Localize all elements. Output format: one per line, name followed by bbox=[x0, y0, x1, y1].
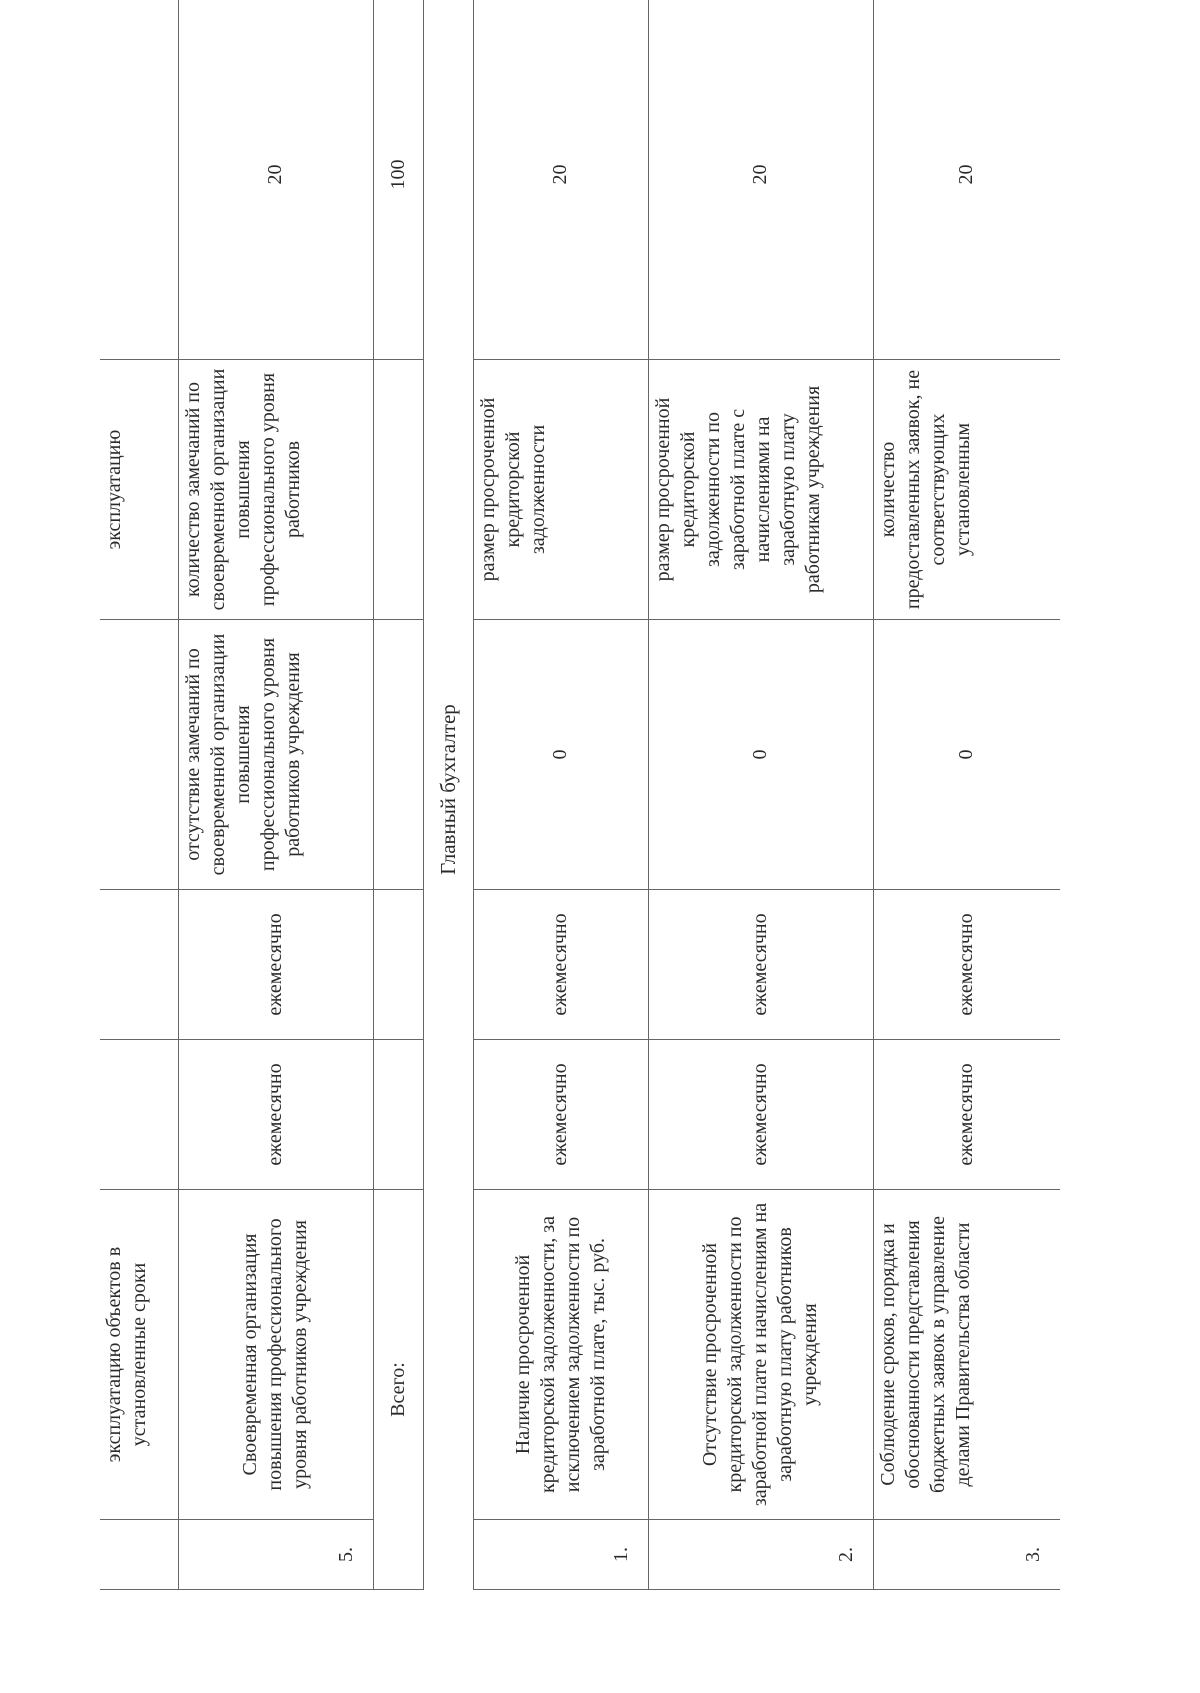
period1-cell: ежемесячно bbox=[873, 1040, 1060, 1190]
target-cell: 0 bbox=[473, 620, 648, 890]
section-title: Главный бухгалтер bbox=[423, 0, 473, 1590]
section-row bbox=[423, 0, 473, 1590]
criterion-cell: Своевременная организация повышения профессионального уровня работников учреждения bbox=[178, 1190, 373, 1520]
table-row-3 bbox=[873, 0, 1060, 1590]
total-empty-3 bbox=[373, 620, 423, 890]
criterion-cell: Соблюдение сроков, порядка и обоснованности представления бюджетных заявок в управление делами Правительства области bbox=[873, 1190, 1060, 1520]
total-empty-2 bbox=[373, 890, 423, 1040]
row-number: 3. bbox=[873, 1520, 1060, 1590]
continuation-row bbox=[100, 0, 178, 1590]
criteria-table bbox=[100, 0, 1060, 1590]
indicator-cell: размер просроченной кредиторской задолженности bbox=[473, 360, 648, 620]
period1-cell: ежемесячно bbox=[473, 1040, 648, 1190]
indicator-cell: количество предоставленных заявок, не соответствующих установленным bbox=[873, 360, 1060, 620]
indicator-cell: размер просроченной кредиторской задолженности по заработной плате с начислениями на заработную плату работникам учреждения bbox=[648, 360, 873, 620]
continuation-indicator: эксплуатацию bbox=[100, 360, 178, 620]
table-row-2 bbox=[648, 0, 873, 1590]
total-empty-4 bbox=[373, 360, 423, 620]
continuation-score-cell bbox=[100, 0, 178, 360]
period2-cell: ежемесячно bbox=[473, 890, 648, 1040]
row-number: 1. bbox=[473, 1520, 648, 1590]
target-cell: отсутствие замечаний по своевременной организации повышения профессионального уровня работников учреждения bbox=[178, 620, 373, 890]
score-cell: 20 bbox=[873, 0, 1060, 360]
score-cell: 20 bbox=[178, 0, 373, 360]
criterion-cell: Отсутствие просроченной кредиторской задолженности по заработной плате и начислениям на заработную плату работников учреждения bbox=[648, 1190, 873, 1520]
continuation-num-cell bbox=[100, 1520, 178, 1590]
period2-cell: ежемесячно bbox=[178, 890, 373, 1040]
period2-cell: ежемесячно bbox=[648, 890, 873, 1040]
continuation-period1-cell bbox=[100, 1040, 178, 1190]
period2-cell: ежемесячно bbox=[873, 890, 1060, 1040]
continuation-target-cell bbox=[100, 620, 178, 890]
row-number: 2. bbox=[648, 1520, 873, 1590]
target-cell: 0 bbox=[648, 620, 873, 890]
target-cell: 0 bbox=[873, 620, 1060, 890]
total-empty-1 bbox=[373, 1040, 423, 1190]
table-row-1 bbox=[473, 0, 648, 1590]
total-row bbox=[373, 0, 423, 1590]
total-label: Всего: bbox=[373, 1190, 423, 1590]
rotated-table-block bbox=[100, 0, 1060, 1590]
criterion-cell: Наличие просроченной кредиторской задолженности, за исключением задолженности по заработной плате, тыс. руб. bbox=[473, 1190, 648, 1520]
table-row-5 bbox=[178, 0, 373, 1590]
period1-cell: ежемесячно bbox=[648, 1040, 873, 1190]
total-score: 100 bbox=[373, 0, 423, 360]
score-cell: 20 bbox=[648, 0, 873, 360]
period1-cell: ежемесячно bbox=[178, 1040, 373, 1190]
row-number: 5. bbox=[178, 1520, 373, 1590]
continuation-period2-cell bbox=[100, 890, 178, 1040]
indicator-cell: количество замечаний по своевременной организации повышения профессионального уровня работников bbox=[178, 360, 373, 620]
score-cell: 20 bbox=[473, 0, 648, 360]
continuation-criterion: эксплуатацию объектов в установленные сроки bbox=[100, 1190, 178, 1520]
